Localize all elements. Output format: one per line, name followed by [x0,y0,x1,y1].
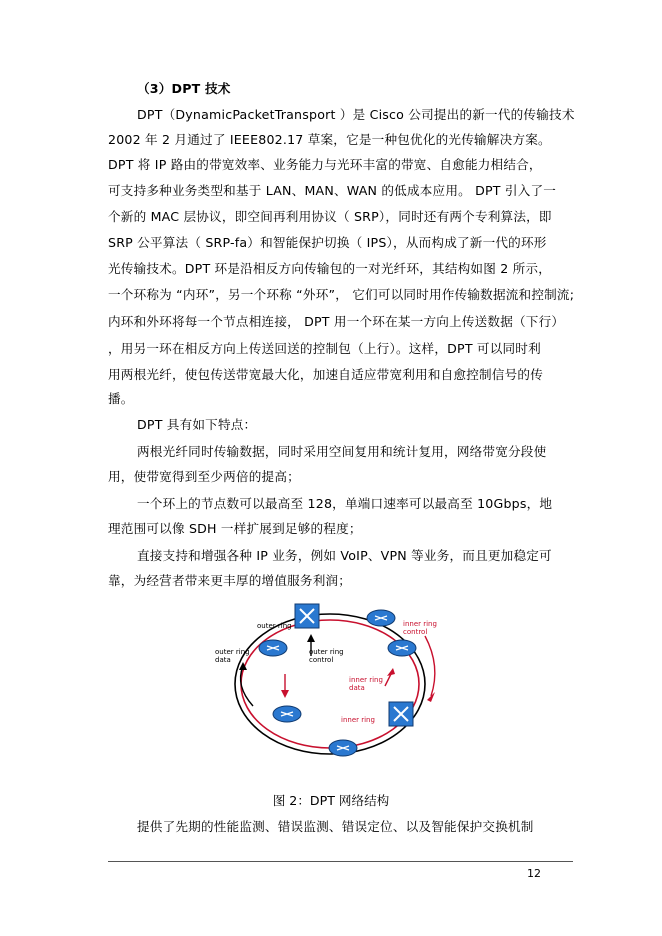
paragraph-line: 光传输技术。DPT 环是沿相反方向传输包的一对光纤环，其结构如图 2 所示， [108,261,552,276]
dpt-network-diagram [205,596,455,772]
footer-divider [108,861,573,862]
paragraph-line: 个新的 MAC 层协议，即空间再利用协议（ SRP），同时还有两个专利算法，即 [108,209,552,224]
inner-ring-control-arrow [425,636,435,696]
paragraph-line: SRP 公平算法（ SRP-fa）和智能保护切换（ IPS），从而构成了新一代的环形 [108,235,547,250]
arrowhead [427,692,435,702]
arrowhead [387,668,395,676]
feature-line: 一个环上的节点数可以最高至 128，单端口速率可以最高至 10Gbps，地 [137,496,553,511]
feature-line: 直接支持和增强各种 IP 业务，例如 VoIP、VPN 等业务，而且更加稳定可 [137,548,552,563]
switch-node [389,702,413,726]
feature-line: 理范围可以像 SDH 一样扩展到足够的程度； [108,521,362,536]
paragraph-line: DPT（DynamicPacketTransport ）是 Cisco 公司提出的新一代的传输技术 [137,107,575,122]
label-line: control [309,656,334,664]
paragraph-line: 内环和外环将每一个节点相连接， DPT 用一个环在某一方向上传送数据（下行） [108,314,565,329]
feature-line: 用，使带宽得到至少两倍的提高； [108,469,300,484]
paragraph-line: 2002 年 2 月通过了 IEEE802.17 草案，它是一种包优化的光传输解决方案。 [108,132,551,147]
features-intro: DPT 具有如下特点： [137,417,257,432]
label-line: inner ring [403,620,437,628]
feature-line: 两根光纤同时传输数据，同时采用空间复用和统计复用，网络带宽分段使 [137,444,547,459]
switch-node [295,604,319,628]
label-line: outer ring [309,648,344,656]
section-heading: （3）DPT 技术 [137,81,231,96]
inner-ring-data-arrow-right [385,674,391,686]
figure-caption: 图 2：DPT 网络结构 [272,793,390,808]
outer-ring-line [235,614,428,754]
arrowhead [281,690,289,698]
router-node [329,740,357,756]
paragraph-line: 播。 [108,391,134,406]
page-number: 12 [527,867,541,880]
label-inner-ring: inner ring [341,716,375,724]
router-node [367,610,395,626]
label-line: control [403,628,428,636]
feature-line: 靠，为经营者带来更丰厚的增值服务利润； [108,573,352,588]
label-line: inner ring [349,676,383,684]
paragraph-line: DPT 将 IP 路由的带宽效率、业务能力与光环丰富的带宽、自愈能力相结合， [108,157,542,172]
label-outer-ring-control [309,648,346,664]
label-line: data [215,656,231,664]
paragraph-line: ，用另一环在相反方向上传送回送的控制包（上行）。这样，DPT 可以同时利 [108,341,541,356]
label-outer-ring: outer ring [257,622,292,630]
inner-ring-line [241,620,419,748]
label-inner-ring-data [349,676,385,692]
router-node [273,706,301,722]
paragraph-line: 一个环称为 “内环”，另一个环称 “外环”， 它们可以同时用作传输数据流和控制流; [108,287,575,302]
arrowhead [307,634,315,642]
paragraph-line: 用两根光纤，使包传送带宽最大化，加速自适应带宽利用和自愈控制信号的传 [108,367,543,382]
router-node [259,640,287,656]
paragraph-line: 可支持多种业务类型和基于 LAN、MAN、WAN 的低成本应用。 DPT 引入了一 [108,183,557,198]
router-node [388,640,416,656]
label-line: data [349,684,365,692]
label-inner-ring-control [403,620,439,636]
trailing-line: 提供了先期的性能监测、错误监测、错误定位、以及智能保护交换机制 [137,819,534,834]
label-line: outer ring [215,648,250,656]
